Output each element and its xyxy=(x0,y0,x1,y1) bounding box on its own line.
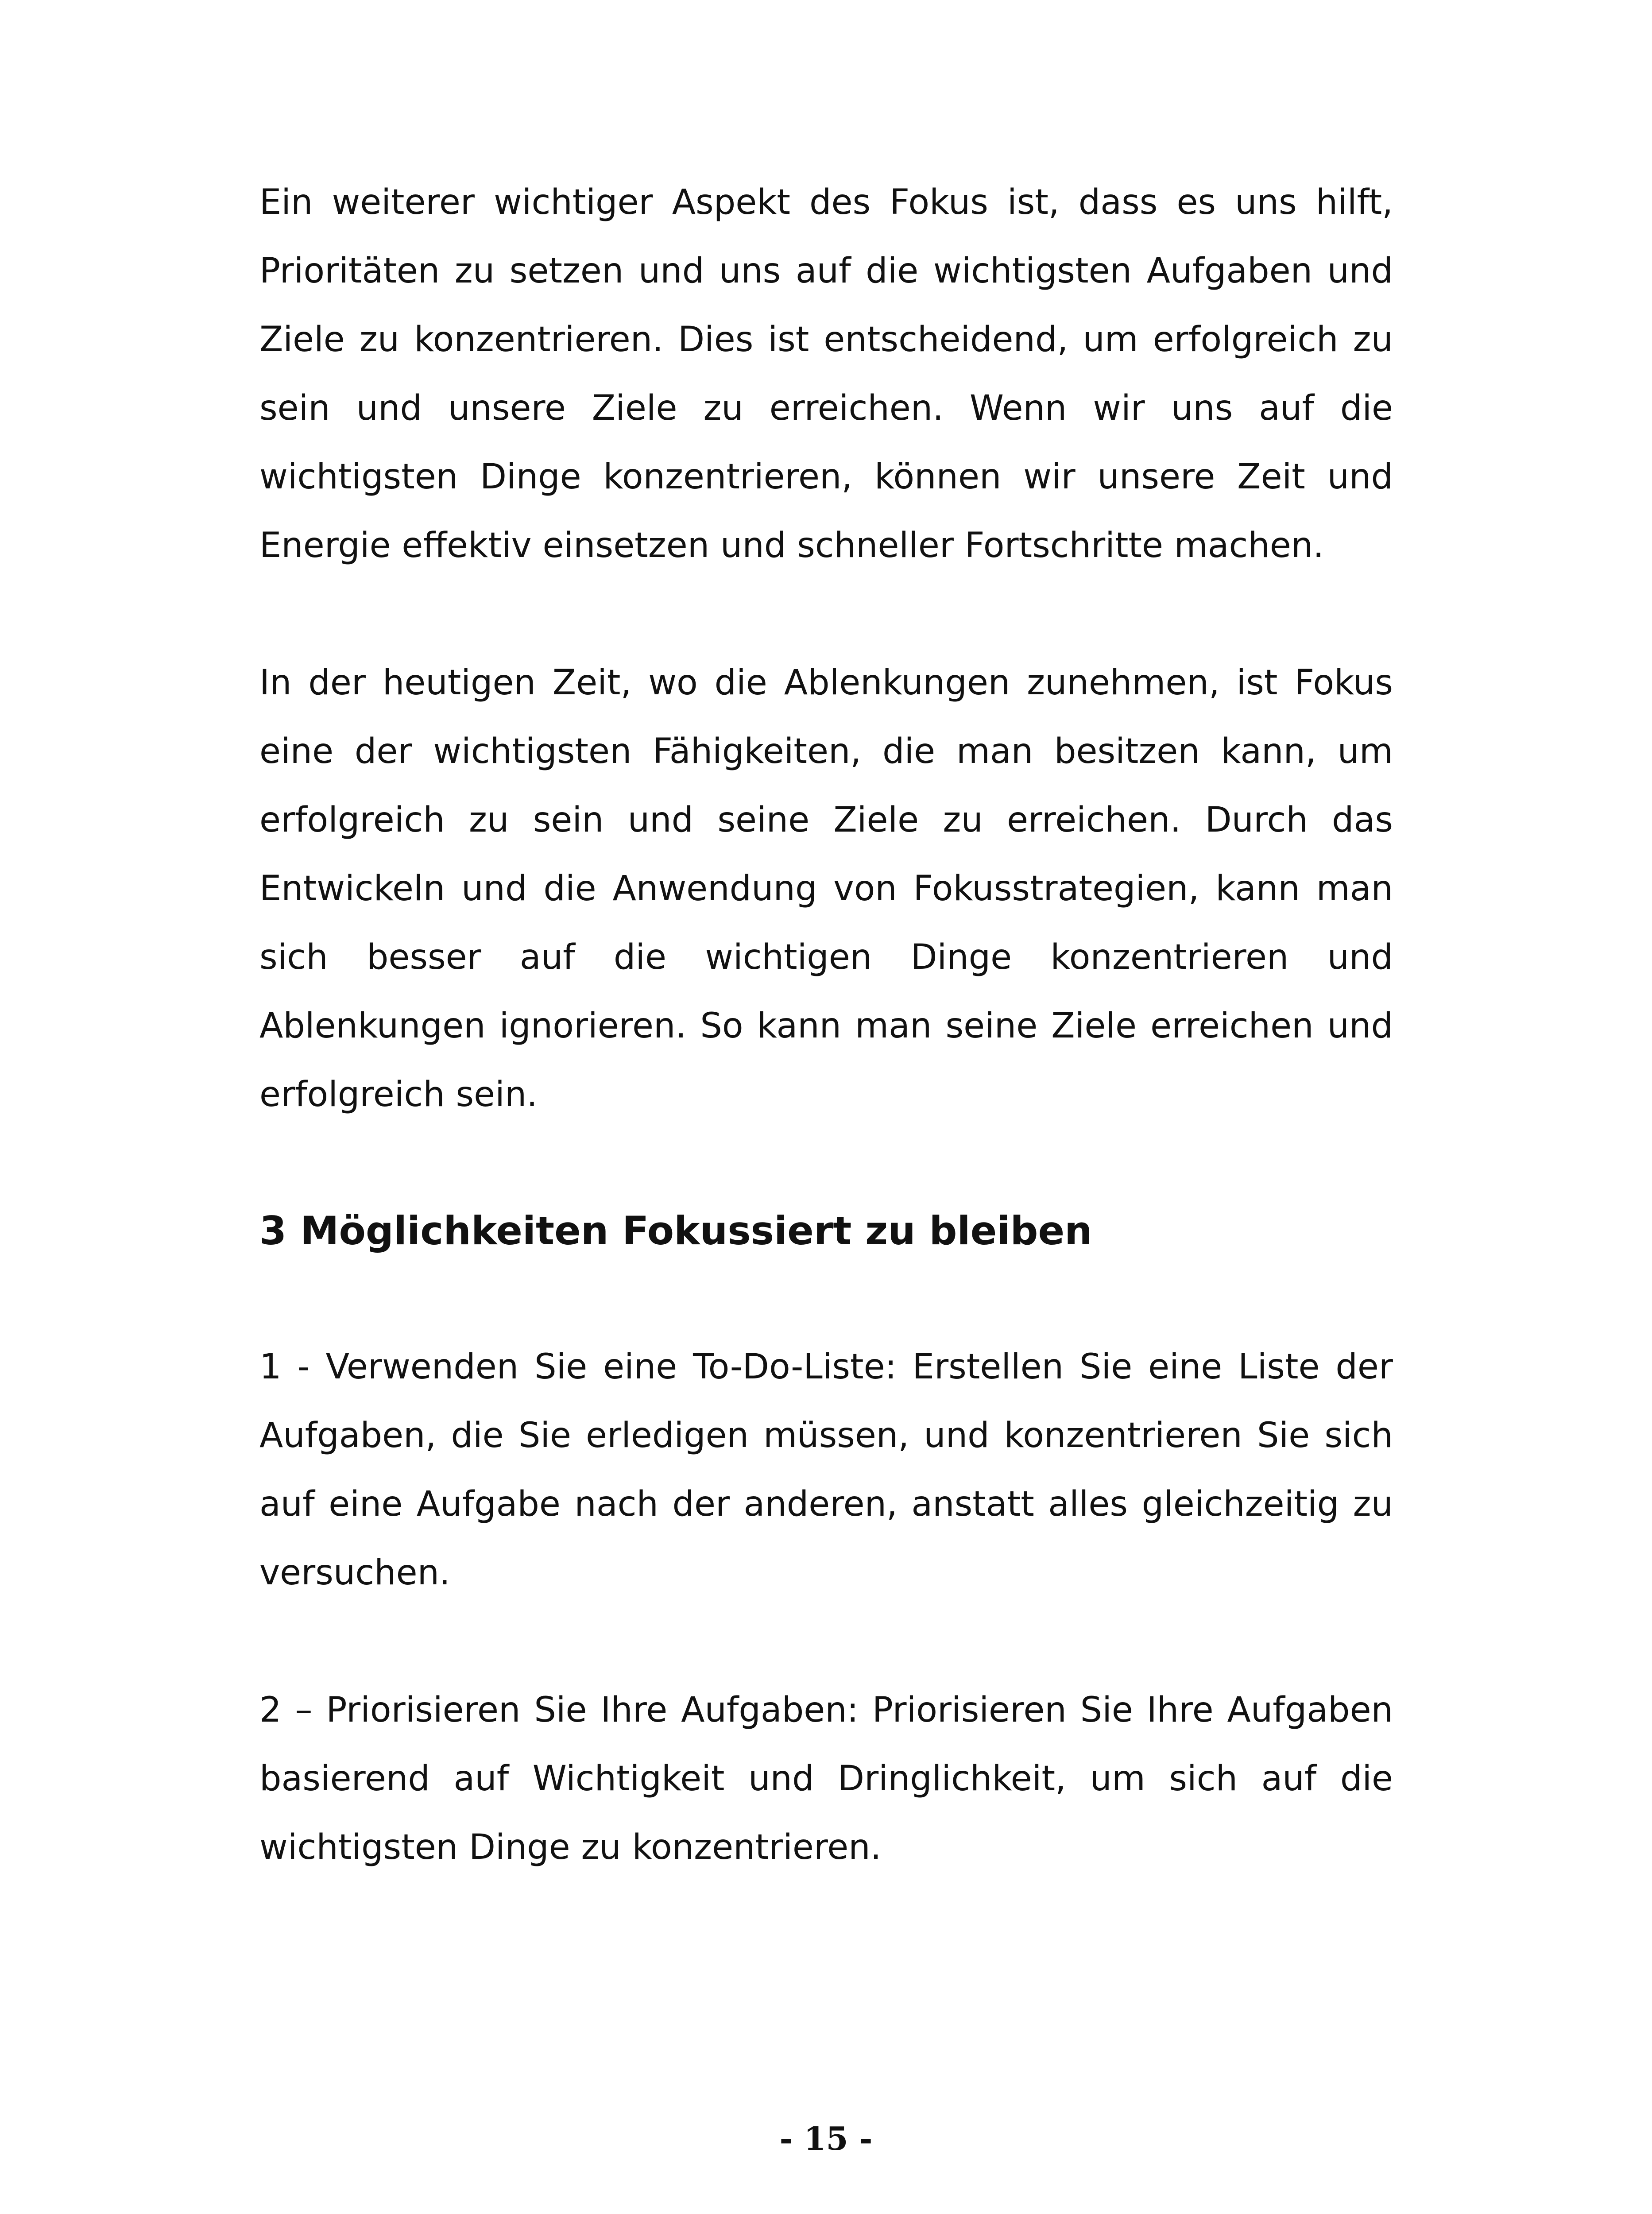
list-item-todo-list: 1 - Verwenden Sie eine To-Do-Liste: Erstellen Sie eine Liste der Aufgaben, die Sie erledigen müssen, und konzentrieren Sie sich auf eine Aufgabe nach der anderen, anstatt alles gleichzeitig zu versuchen. xyxy=(259,1347,1393,1593)
page-number: - 15 - xyxy=(779,2120,873,2157)
paragraph-focus-distractions: In der heutigen Zeit, wo die Ablenkungen zunehmen, ist Fokus eine der wichtigsten Fähigkeiten, die man besitzen kann, um erfolgreich zu sein und seine Ziele zu erreichen. Durch das Entwickeln und die Anwendung von Fokusstrategien, kann man sich besser auf die wichtigen Dinge konzentrieren und Ablenkungen ignorieren. So kann man seine Ziele erreichen und erfolgreich sein. xyxy=(259,663,1393,1115)
list-item-prioritize-tasks: 2 – Priorisieren Sie Ihre Aufgaben: Priorisieren Sie Ihre Aufgaben basierend auf Wichtigkeit und Dringlichkeit, um sich auf die wichtigsten Dinge zu konzentrieren. xyxy=(259,1690,1393,1867)
paragraph-focus-priorities: Ein weiterer wichtiger Aspekt des Fokus ist, dass es uns hilft, Prioritäten zu setzen und uns auf die wichtigsten Aufgaben und Ziele zu konzentrieren. Dies ist entscheidend, um erfolgreich zu sein und unsere Ziele zu erreichen. Wenn wir uns auf die wichtigsten Dinge konzentrieren, können wir unsere Zeit und Energie effektiv einsetzen und schneller Fortschritte machen. xyxy=(259,182,1393,565)
section-heading: 3 Möglichkeiten Fokussiert zu bleiben xyxy=(259,1208,1092,1254)
page-content xyxy=(259,168,1393,1882)
